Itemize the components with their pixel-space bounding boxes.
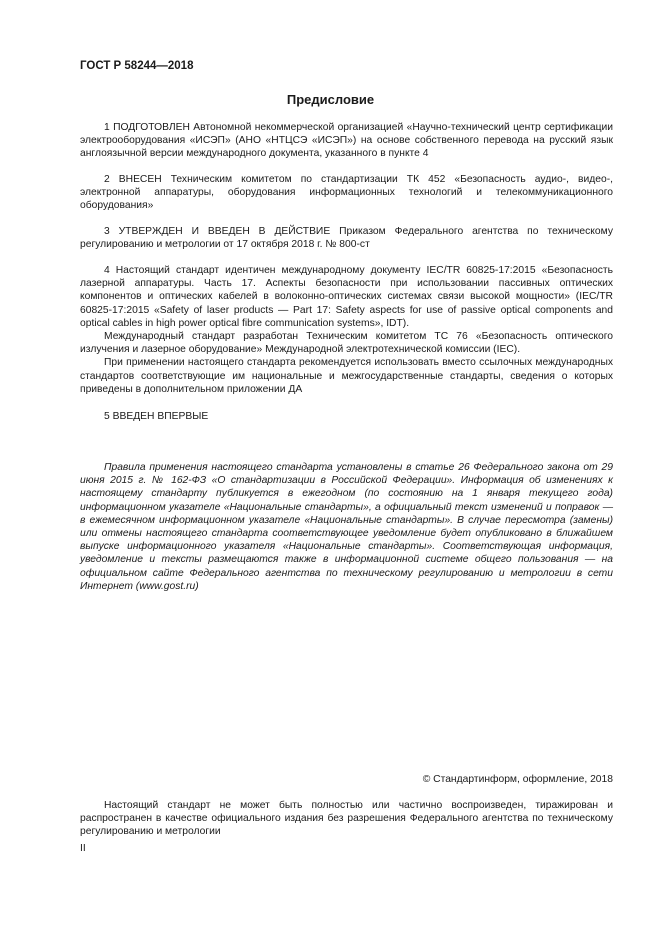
item-4 xyxy=(80,264,613,396)
item-4-text: 4 Настоящий стандарт идентичен международному документу IEC/TR 60825-17:2015 «Безопасность лазерной аппаратуры. Часть 17. Аспекты безопасности при использовании пассивных оптических компонентов и оптических кабелей в волоконно-оптических системах связи высокой мощности» (IEC/TR 60825-17:2015 «Safety of laser products — Part 17: Safety aspects for use of passive optical components and optical cables in high power optical fibre communication systems», IDT). xyxy=(80,265,613,329)
standard-code: ГОСТ Р 58244—2018 xyxy=(80,60,194,72)
reproduction-notice-text: Настоящий стандарт не может быть полностью или частично воспроизведен, тиражирован и распространен в качестве официального издания без разрешения Федерального агентства по техническому регулированию и метрологии xyxy=(80,800,613,838)
item-4-note-references: При применении настоящего стандарта рекомендуется использовать вместо ссылочных международных стандартов соответствующие им национальные и межгосударственные стандарты, сведения о которых приведены в дополнительном приложении ДА xyxy=(80,357,613,395)
item-5-text: 5 ВВЕДЕН ВПЕРВЫЕ xyxy=(104,411,209,422)
rules-notice xyxy=(80,461,613,593)
page-number: II xyxy=(80,843,86,854)
item-4-note-iec: Международный стандарт разработан Техническим комитетом ТС 76 «Безопасность оптического излучения и лазерное оборудование» Международной электротехнической комиссии (IEC). xyxy=(80,331,613,356)
item-3-text: 3 УТВЕРЖДЕН И ВВЕДЕН В ДЕЙСТВИЕ Приказом Федерального агентства по техническому регулированию и метрологии от 17 октября 2018 г. № 800-ст xyxy=(80,226,613,251)
rules-notice-text: Правила применения настоящего стандарта установлены в статье 26 Федерального закона от 29 июня 2015 г. № 162-ФЗ «О стандартизации в Российской Федерации». Информация об изменениях к настоящему стандарту публикуется в ежегодном (по состоянию на 1 января текущего года) информационном указателе «Национальные стандарты», а официальный текст изменений и поправок — в ежемесячном информационном указателе «Национальные стандарты». В случае пересмотра (замены) или отмены настоящего стандарта соответствующее уведомление будет опубликовано в ближайшем выпуске информационного указателя «Национальные стандарты». Соответствующая информация, уведомление и тексты размещаются также в информационной системе общего пользования — на официальном сайте Федерального агентства по техническому регулированию и метрологии в сети Интернет (www.gost.ru) xyxy=(80,462,613,592)
item-2 xyxy=(80,173,613,213)
item-3 xyxy=(80,225,613,251)
item-1 xyxy=(80,121,613,161)
page-title: Предисловие xyxy=(286,92,375,107)
item-1-text: 1 ПОДГОТОВЛЕН Автономной некоммерческой организацией «Научно-технический центр сертификации электрооборудования «ИСЭП» (АНО «НТЦСЭ «ИСЭП») на основе собственного перевода на русский язык англоязычной версии международного документа, указанного в пункте 4 xyxy=(80,122,613,160)
copyright: © Стандартинформ, оформление, 2018 xyxy=(422,774,613,785)
item-5 xyxy=(80,410,613,423)
item-2-text: 2 ВНЕСЕН Техническим комитетом по стандартизации ТК 452 «Безопасность аудио-, видео-, электронной аппаратуры, оборудования информационных технологий и телекоммуникационного оборудования» xyxy=(80,174,613,212)
reproduction-notice xyxy=(80,799,613,839)
